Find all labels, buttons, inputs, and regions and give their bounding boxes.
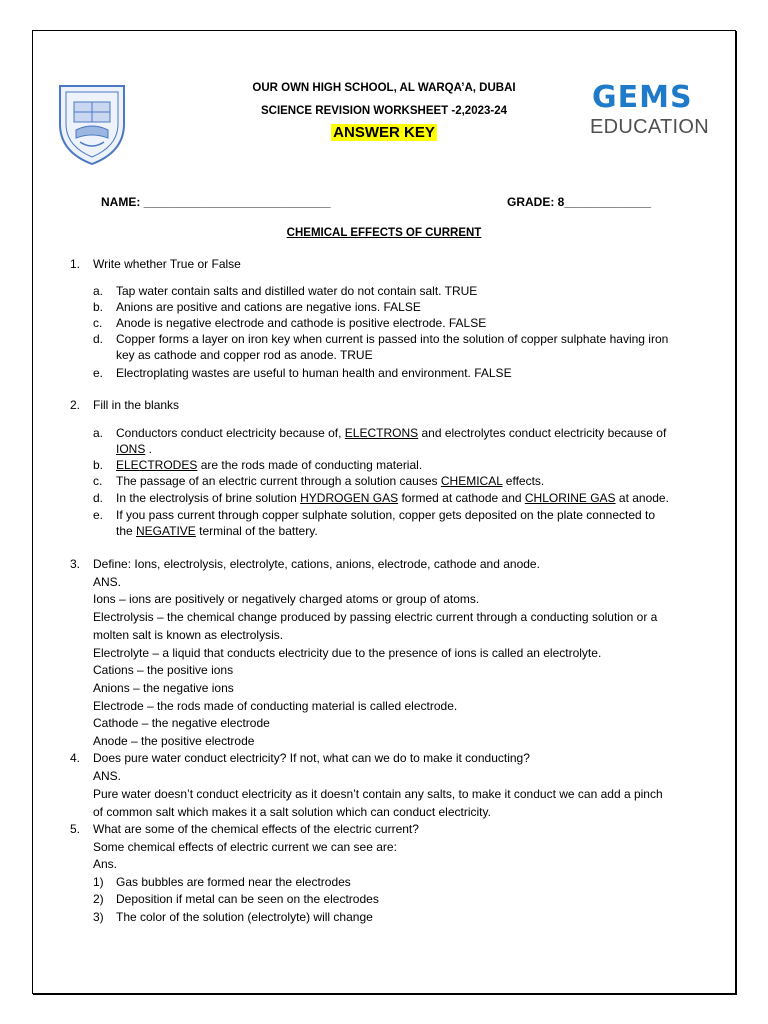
answer-blank: NEGATIVE [136,524,196,538]
answer-blank: IONS [116,442,146,456]
question-number: 5. [70,822,81,836]
item-letter: c. [93,316,103,330]
grade-field-label: GRADE: 8_____________ [507,195,652,209]
definition-line: Anode – the positive electrode [93,734,255,748]
item-letter: b. [93,300,104,314]
answer-blank: HYDROGEN GAS [300,491,399,505]
definition-line: Electrode – the rods made of conducting material is called electrode. [93,699,458,713]
worksheet-title: SCIENCE REVISION WORKSHEET -2,2023-24 [260,105,508,117]
question-number: 2. [70,398,81,412]
list-item: In the electrolysis of brine solution HYDROGEN GAS formed at cathode and CHLORINE GAS at anode. [116,491,669,505]
answer-label: Ans. [93,857,118,871]
school-name: OUR OWN HIGH SCHOOL, AL WARQA’A, DUBAI [252,82,516,94]
answer-label: ANS. [93,575,122,589]
list-item: Copper forms a layer on iron key when current is passed into the solution of copper sulphate having iron [116,332,669,346]
answer-blank: ELECTRODES [116,458,198,472]
list-item: Deposition if metal can be seen on the electrodes [116,892,379,906]
list-item: Electroplating wastes are useful to human health and environment. FALSE [116,366,512,380]
item-letter: d. [93,332,104,346]
item-letter: e. [93,366,104,380]
list-item: If you pass current through copper sulphate solution, copper gets deposited on the plate connected to [116,508,656,522]
list-item: The passage of an electric current through a solution causes CHEMICAL effects. [116,474,545,488]
list-item: The color of the solution (electrolyte) will change [116,910,373,924]
question-text: Fill in the blanks [93,398,180,412]
item-letter: a. [93,284,104,298]
item-letter: a. [93,426,104,440]
definition-line: Cathode – the negative electrode [93,716,270,730]
answer-blank: CHLORINE GAS [524,491,616,505]
item-number: 1) [93,875,104,889]
list-item: Anions are positive and cations are negative ions. FALSE [116,300,421,314]
list-item-continuation: IONS . [116,442,153,456]
list-item: ELECTRODES are the rods made of conducting material. [116,458,423,472]
definition-line: Cations – the positive ions [93,663,234,677]
answer-blank: CHEMICAL [440,474,503,488]
question-text: What are some of the chemical effects of the electric current? [93,822,419,836]
question-text: Write whether True or False [93,257,241,271]
answer-blank: ELECTRONS [344,426,419,440]
definition-line: Anions – the negative ions [93,681,234,695]
name-field-label: NAME: ____________________________ [101,195,331,209]
question-number: 3. [70,557,81,571]
answer-line: Pure water doesn’t conduct electricity as it doesn’t contain any salts, to make it conduct we can add a pinch [93,787,663,801]
list-item-continuation: the NEGATIVE terminal of the battery. [116,524,318,538]
list-item: Anode is negative electrode and cathode is positive electrode. FALSE [116,316,487,330]
item-number: 2) [93,892,104,906]
item-number: 3) [93,910,104,924]
item-letter: e. [93,508,104,522]
definition-line: Electrolyte – a liquid that conducts electricity due to the presence of ions is called an electrolyte. [93,646,602,660]
answer-label: ANS. [93,769,122,783]
section-title: CHEMICAL EFFECTS OF CURRENT [286,227,482,239]
list-item: Conductors conduct electricity because of, ELECTRONS and electrolytes conduct electricity because of [116,426,667,440]
question-text: Does pure water conduct electricity? If not, what can we do to make it conducting? [93,751,530,765]
answer-line: of common salt which makes it a salt solution which can conduct electricity. [93,805,491,819]
question-number: 1. [70,257,81,271]
definition-line: molten salt is known as electrolysis. [93,628,284,642]
answer-key-label: ANSWER KEY [333,124,435,141]
question-text: Define: Ions, electrolysis, electrolyte, cations, anions, electrode, cathode and anode. [93,557,540,571]
item-letter: d. [93,491,104,505]
answer-line: Some chemical effects of electric current we can see are: [93,840,397,854]
item-letter: c. [93,474,103,488]
education-logo-text: EDUCATION [590,116,709,138]
definition-line: Electrolysis – the chemical change produced by passing electric current through a conducting solution or a [93,610,658,624]
item-letter: b. [93,458,104,472]
question-number: 4. [70,751,81,765]
list-item: Tap water contain salts and distilled water do not contain salt. TRUE [116,284,478,298]
list-item: Gas bubbles are formed near the electrodes [116,875,351,889]
list-item-continuation: key as cathode and copper rod as anode. TRUE [116,348,373,362]
gems-logo-text: GEMS [592,80,693,115]
definition-line: Ions – ions are positively or negatively charged atoms or group of atoms. [93,592,480,606]
